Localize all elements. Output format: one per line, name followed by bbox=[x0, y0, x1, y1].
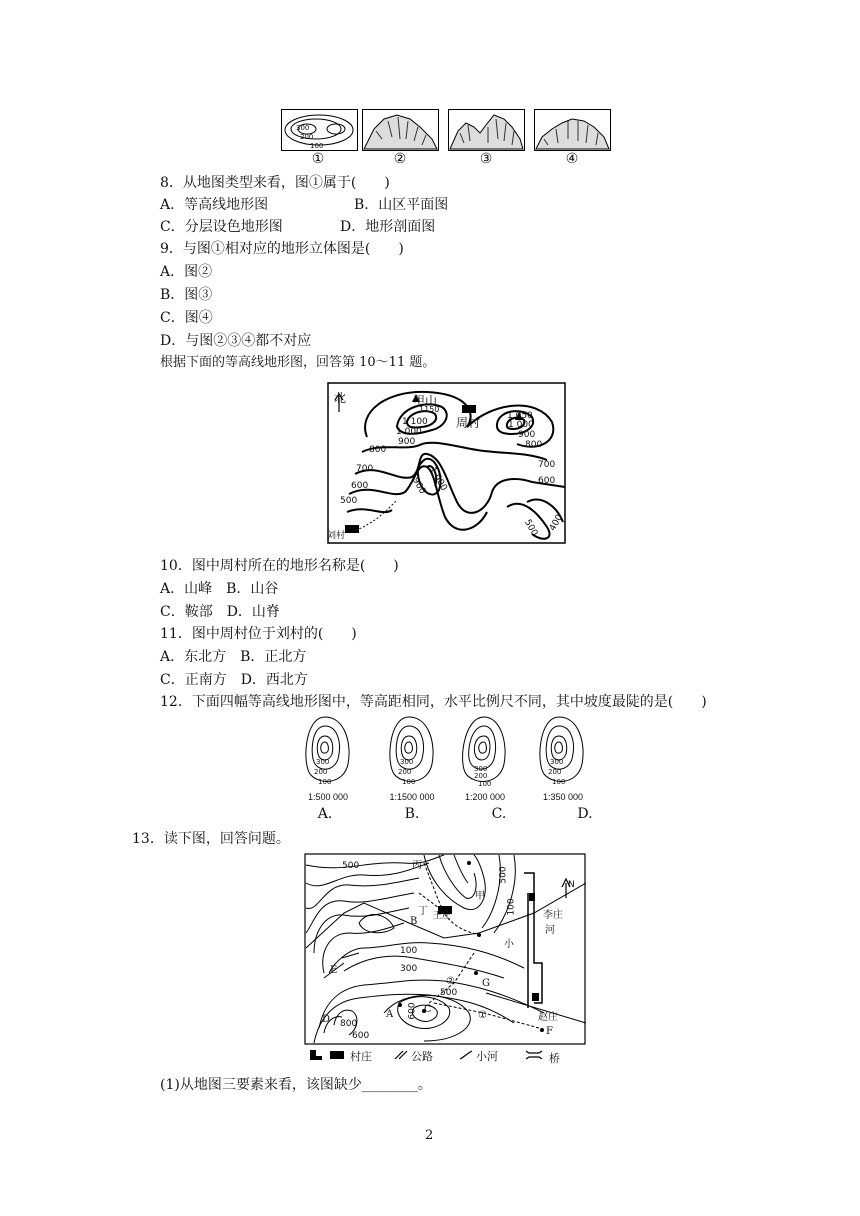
map1-peak1-name: 甲山 bbox=[413, 394, 438, 408]
fig-label-2: ② bbox=[393, 151, 407, 167]
map1-label-500c: 500 bbox=[521, 518, 540, 538]
q12c-300: 300 bbox=[474, 765, 488, 773]
map2-label-1: ① bbox=[478, 1010, 487, 1021]
q12a-200: 200 bbox=[314, 768, 328, 776]
q12-option-c: C. bbox=[491, 806, 507, 822]
map2-label-jia: 甲 bbox=[475, 891, 485, 902]
q9-stem: 9．与图①相对应的地形立体图是( ) bbox=[160, 241, 404, 257]
figure-4-terrain bbox=[534, 109, 611, 151]
q10-options-ab: A．山峰 B．山谷 bbox=[160, 581, 279, 597]
map2-legend-bridge-symbol bbox=[524, 1049, 544, 1061]
q12c-100: 100 bbox=[478, 780, 492, 788]
map2-label-800: 800 bbox=[340, 1019, 358, 1029]
map1-label-400: 400 bbox=[547, 513, 566, 533]
fig1-contour-300: 300 bbox=[296, 124, 310, 132]
fig-label-1: ① bbox=[311, 151, 325, 167]
map2-label-100b: 100 bbox=[400, 946, 418, 956]
q12-scale-b: 1:1500 000 bbox=[389, 792, 435, 802]
map2-legend-river: 小河 bbox=[476, 1050, 498, 1063]
map1-label-700a: 700 bbox=[356, 464, 374, 474]
fig-label-3: ③ bbox=[479, 151, 493, 167]
map2-legend-village-symbol bbox=[308, 1048, 348, 1062]
q13-stem: 13．读下图，回答问题。 bbox=[132, 831, 290, 847]
map1-label-900b: 900 bbox=[409, 476, 428, 496]
map1-label-600a: 600 bbox=[351, 481, 369, 491]
map1-peak2-height: 1 050 bbox=[507, 411, 533, 421]
map1-peak1-height: 1150 bbox=[419, 405, 440, 414]
q11-stem: 11．图中周村位于刘村的( ) bbox=[160, 626, 357, 642]
map1-label-1000a: 1 000 bbox=[396, 427, 422, 437]
q12-scale-c: 1:200 000 bbox=[464, 792, 506, 802]
q9-option-c: C．图④ bbox=[160, 310, 213, 326]
q10-options-cd: C．鞍部 D．山脊 bbox=[160, 604, 280, 620]
figure-3-terrain bbox=[448, 109, 525, 151]
q12b-200: 200 bbox=[398, 768, 412, 776]
map1-label-900c: 900 bbox=[518, 430, 536, 440]
q12b-100: 100 bbox=[402, 778, 416, 786]
q12b-300: 300 bbox=[400, 758, 414, 766]
q8-stem: 8．从地图类型来看，图①属于( ) bbox=[160, 175, 390, 191]
map2-label-zhaozhuang: 赵庄 bbox=[538, 1012, 558, 1023]
q12-option-a: A. bbox=[317, 806, 333, 822]
map2-label-2: ② bbox=[446, 976, 455, 987]
map2-label-a: A bbox=[386, 1009, 394, 1020]
map2-label-100: 100 bbox=[506, 898, 517, 916]
q12d-300: 300 bbox=[550, 758, 564, 766]
q12-scale-a: 1:500 000 bbox=[307, 792, 349, 802]
map1-label-800c: 800 bbox=[525, 440, 543, 450]
map1-label-900a: 900 bbox=[398, 437, 416, 447]
map2-label-500c: 500 bbox=[440, 988, 458, 998]
map2-label-n: N bbox=[568, 880, 575, 890]
map2-label-600b: 600 bbox=[352, 1031, 370, 1041]
map2-label-300: 300 bbox=[400, 964, 418, 974]
map2-label-lizhuang: 李庄 bbox=[543, 910, 563, 921]
map2-label-ding: 丁 bbox=[418, 906, 428, 917]
q11-options-cd: C．正南方 D．西北方 bbox=[160, 672, 308, 688]
map2-legend-village: 村庄 bbox=[350, 1050, 372, 1063]
map2-label-500b: 500 bbox=[498, 866, 509, 884]
q9-option-a: A．图② bbox=[160, 264, 213, 280]
q9-option-d: D．与图②③④都不对应 bbox=[160, 333, 312, 349]
map2-label-f: F bbox=[546, 1026, 553, 1037]
q12-scale-d: 1:350 000 bbox=[542, 792, 584, 802]
q13-sub1: (1)从地图三要素来看，该图缺少________。 bbox=[160, 1077, 432, 1093]
map1-label-600c: 600 bbox=[538, 476, 556, 486]
map2-label-500: 500 bbox=[342, 861, 360, 871]
fig1-contour-100: 100 bbox=[310, 142, 324, 150]
q12d-100: 100 bbox=[552, 778, 566, 786]
intro-10-11: 根据下面的等高线地形图，回答第 10～11 题。 bbox=[160, 355, 436, 370]
q12d-200: 200 bbox=[548, 768, 562, 776]
q12-option-d: D. bbox=[577, 806, 593, 822]
map2-legend-bridge: 桥 bbox=[549, 1052, 560, 1065]
q9-option-b: B．图③ bbox=[160, 287, 213, 303]
q11-options-ab: A．东北方 B．正北方 bbox=[160, 649, 307, 665]
map2-legend-river-symbol bbox=[458, 1049, 474, 1061]
map1-label-1000b: 1 000 bbox=[427, 465, 449, 493]
fig-label-4: ④ bbox=[565, 151, 579, 167]
map2-label-b: B bbox=[410, 916, 418, 927]
q8-option-d: D．地形剖面图 bbox=[340, 219, 436, 235]
map2-label-e: E bbox=[330, 965, 338, 976]
map2-label-d: D bbox=[322, 1014, 331, 1025]
map1-label-800a: 800 bbox=[369, 445, 387, 455]
q12-stem: 12．下面四幅等高线地形图中，等高距相同，水平比例尺不同，其中坡度最陡的是( ) bbox=[160, 694, 707, 710]
q8-option-c: C．分层设色地形图 bbox=[160, 219, 283, 235]
q12-option-b: B. bbox=[404, 806, 420, 822]
q12a-100: 100 bbox=[318, 778, 332, 786]
map1-label-1100: 1 100 bbox=[402, 417, 428, 427]
map1-label-500a: 500 bbox=[340, 496, 358, 506]
map2-label-c: C bbox=[424, 1004, 432, 1015]
map1-north-label: 北 bbox=[334, 391, 347, 405]
q8-option-a: A．等高线地形图 bbox=[160, 197, 269, 213]
map2-label-xiao: 小 bbox=[504, 939, 514, 950]
q10-stem: 10．图中周村所在的地形名称是( ) bbox=[160, 558, 399, 574]
map2-label-bing: 丙 bbox=[412, 860, 422, 871]
map2-label-600: 600 bbox=[407, 1002, 418, 1020]
map1-label-1000c: 1 000 bbox=[508, 420, 534, 430]
map2-label-he: 河 bbox=[545, 925, 555, 936]
map1-village-liu: 刘村 bbox=[327, 531, 346, 541]
q12a-300: 300 bbox=[316, 758, 330, 766]
map1-village-zhou: 周村 bbox=[456, 416, 481, 430]
map1-label-700c: 700 bbox=[538, 460, 556, 470]
fig1-contour-200: 200 bbox=[300, 133, 314, 141]
page-number: 2 bbox=[425, 1128, 434, 1143]
map2-legend-road-symbol bbox=[393, 1049, 409, 1061]
q8-option-b: B．山区平面图 bbox=[354, 197, 449, 213]
figure-2-terrain bbox=[362, 109, 439, 151]
map2-label-g: G bbox=[482, 978, 490, 989]
map2-legend-road: 公路 bbox=[411, 1050, 433, 1063]
q12c-200: 200 bbox=[474, 772, 488, 780]
map2-label-wangzhuang: 王庄 bbox=[433, 911, 452, 921]
